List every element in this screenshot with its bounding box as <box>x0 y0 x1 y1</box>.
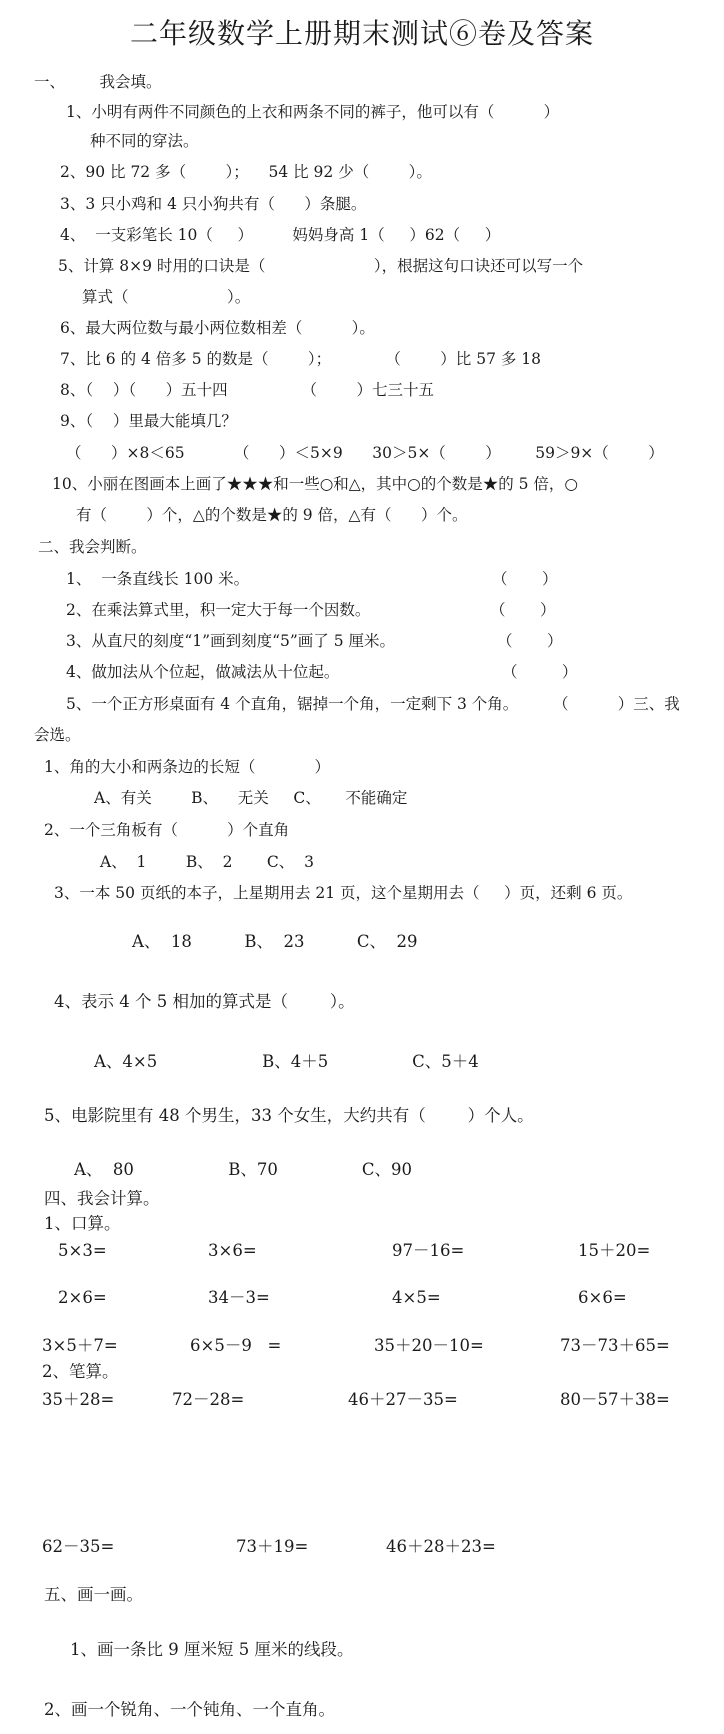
question-line: 2、90 比 72 多（ ）； 54 比 92 少（ ）。 <box>60 163 432 181</box>
choice-options: A、 18 B、 23 C、 29 <box>132 932 418 951</box>
question-line: 3、3 只小鸡和 4 只小狗共有（ ）条腿。 <box>60 195 367 213</box>
question-line: 7、比 6 的 4 倍多 5 的数是（ ）； （ ）比 57 多 18 <box>60 350 542 368</box>
calc-item: 34－3= <box>208 1288 270 1307</box>
question-line: 算式（ ）。 <box>82 288 251 306</box>
judge-answer-blank: （ ）三、我 <box>553 695 680 713</box>
question-line: 种不同的穿法。 <box>90 132 199 150</box>
section-4-heading: 四、我会计算。 <box>44 1189 160 1208</box>
calc-item: 72－28= <box>172 1390 245 1409</box>
calc-item: 3×5＋7= <box>42 1336 118 1355</box>
judge-answer-blank: （ ） <box>502 663 578 681</box>
judge-question: 3、从直尺的刻度“1”画到刻度“5”画了 5 厘米。 <box>66 632 395 650</box>
draw-question: 1、画一条比 9 厘米短 5 厘米的线段。 <box>70 1640 354 1659</box>
subsection-written: 2、笔算。 <box>42 1362 119 1381</box>
question-line: 6、最大两位数与最小两位数相差（ ）。 <box>60 319 375 337</box>
calc-item: 2×6= <box>58 1288 107 1307</box>
calc-item: 4×5= <box>392 1288 441 1307</box>
calc-item: 46＋28＋23= <box>386 1537 496 1556</box>
calc-item: 35＋28= <box>42 1390 115 1409</box>
calc-item: 80－57＋38= <box>560 1390 670 1409</box>
judge-question: 5、一个正方形桌面有 4 个直角，锯掉一个角，一定剩下 3 个角。 <box>66 695 519 713</box>
calc-item: 5×3= <box>58 1241 107 1260</box>
choice-options: A、4×5 B、4＋5 C、5＋4 <box>94 1052 479 1071</box>
question-line: 有（ ）个，△的个数是★的 9 倍，△有（ ）个。 <box>76 506 468 524</box>
section-5-heading: 五、画一画。 <box>44 1585 143 1604</box>
question-line: 4、 一支彩笔长 10（ ） 妈妈身高 1（ ）62（ ） <box>60 226 501 244</box>
calc-item: 35＋20－10= <box>374 1336 484 1355</box>
section-3-heading-cont: 会选。 <box>34 726 81 744</box>
choice-question: 3、一本 50 页纸的本子，上星期用去 21 页，这个星期用去（ ）页，还剩 6 页。 <box>54 884 633 902</box>
draw-question: 2、画一个锐角、一个钝角、一个直角。 <box>44 1700 335 1719</box>
judge-answer-blank: （ ） <box>492 570 558 588</box>
calc-item: 46＋27－35= <box>348 1390 458 1409</box>
section-1-heading: 一、 我会填。 <box>34 73 162 91</box>
calc-item: 73－73＋65= <box>560 1336 670 1355</box>
question-line: 8、（ ）（ ）五十四 （ ）七三十五 <box>60 381 434 399</box>
choice-question: 2、一个三角板有（ ）个直角 <box>44 821 290 839</box>
judge-question: 4、做加法从个位起，做减法从十位起。 <box>66 663 340 681</box>
judge-answer-blank: （ ） <box>497 632 563 650</box>
judge-question: 2、在乘法算式里，积一定大于每一个因数。 <box>66 601 371 619</box>
judge-question: 1、 一条直线长 100 米。 <box>66 570 250 588</box>
subsection-mental: 1、口算。 <box>44 1214 121 1233</box>
choice-question: 4、表示 4 个 5 相加的算式是（ ）。 <box>54 992 355 1011</box>
choice-options: A、 1 B、 2 C、 3 <box>100 853 314 871</box>
question-line: 9、（ ）里最大能填几？ <box>60 412 237 430</box>
choice-options: A、 80 B、70 C、90 <box>74 1160 412 1179</box>
choice-options: A、有关 B、 无关 C、 不能确定 <box>94 789 408 807</box>
page-title: 二年级数学上册期末测试⑥卷及答案 <box>129 17 594 50</box>
calc-item: 15＋20= <box>578 1241 651 1260</box>
section-2-heading: 二、我会判断。 <box>38 538 147 556</box>
question-line: 10、小丽在图画本上画了★★★和一些○和△，其中○的个数是★的 5 倍，○ <box>52 475 578 493</box>
judge-answer-blank: （ ） <box>490 601 556 619</box>
calc-item: 97－16= <box>392 1241 465 1260</box>
choice-question: 5、电影院里有 48 个男生，33 个女生，大约共有（ ）个人。 <box>44 1106 534 1125</box>
question-line: （ ）×8＜65 （ ）＜5×9 30＞5×（ ） 59＞9×（ ） <box>66 444 664 462</box>
calc-item: 6×6= <box>578 1288 627 1307</box>
question-line: 5、计算 8×9 时用的口诀是（ ），根据这句口诀还可以写一个 <box>58 257 584 275</box>
calc-item: 6×5－9 = <box>190 1336 282 1355</box>
choice-question: 1、角的大小和两条边的长短（ ） <box>44 758 330 776</box>
calc-item: 62－35= <box>42 1537 115 1556</box>
calc-item: 73＋19= <box>236 1537 309 1556</box>
question-line: 1、小明有两件不同颜色的上衣和两条不同的裤子，他可以有（ ） <box>66 103 560 121</box>
calc-item: 3×6= <box>208 1241 257 1260</box>
